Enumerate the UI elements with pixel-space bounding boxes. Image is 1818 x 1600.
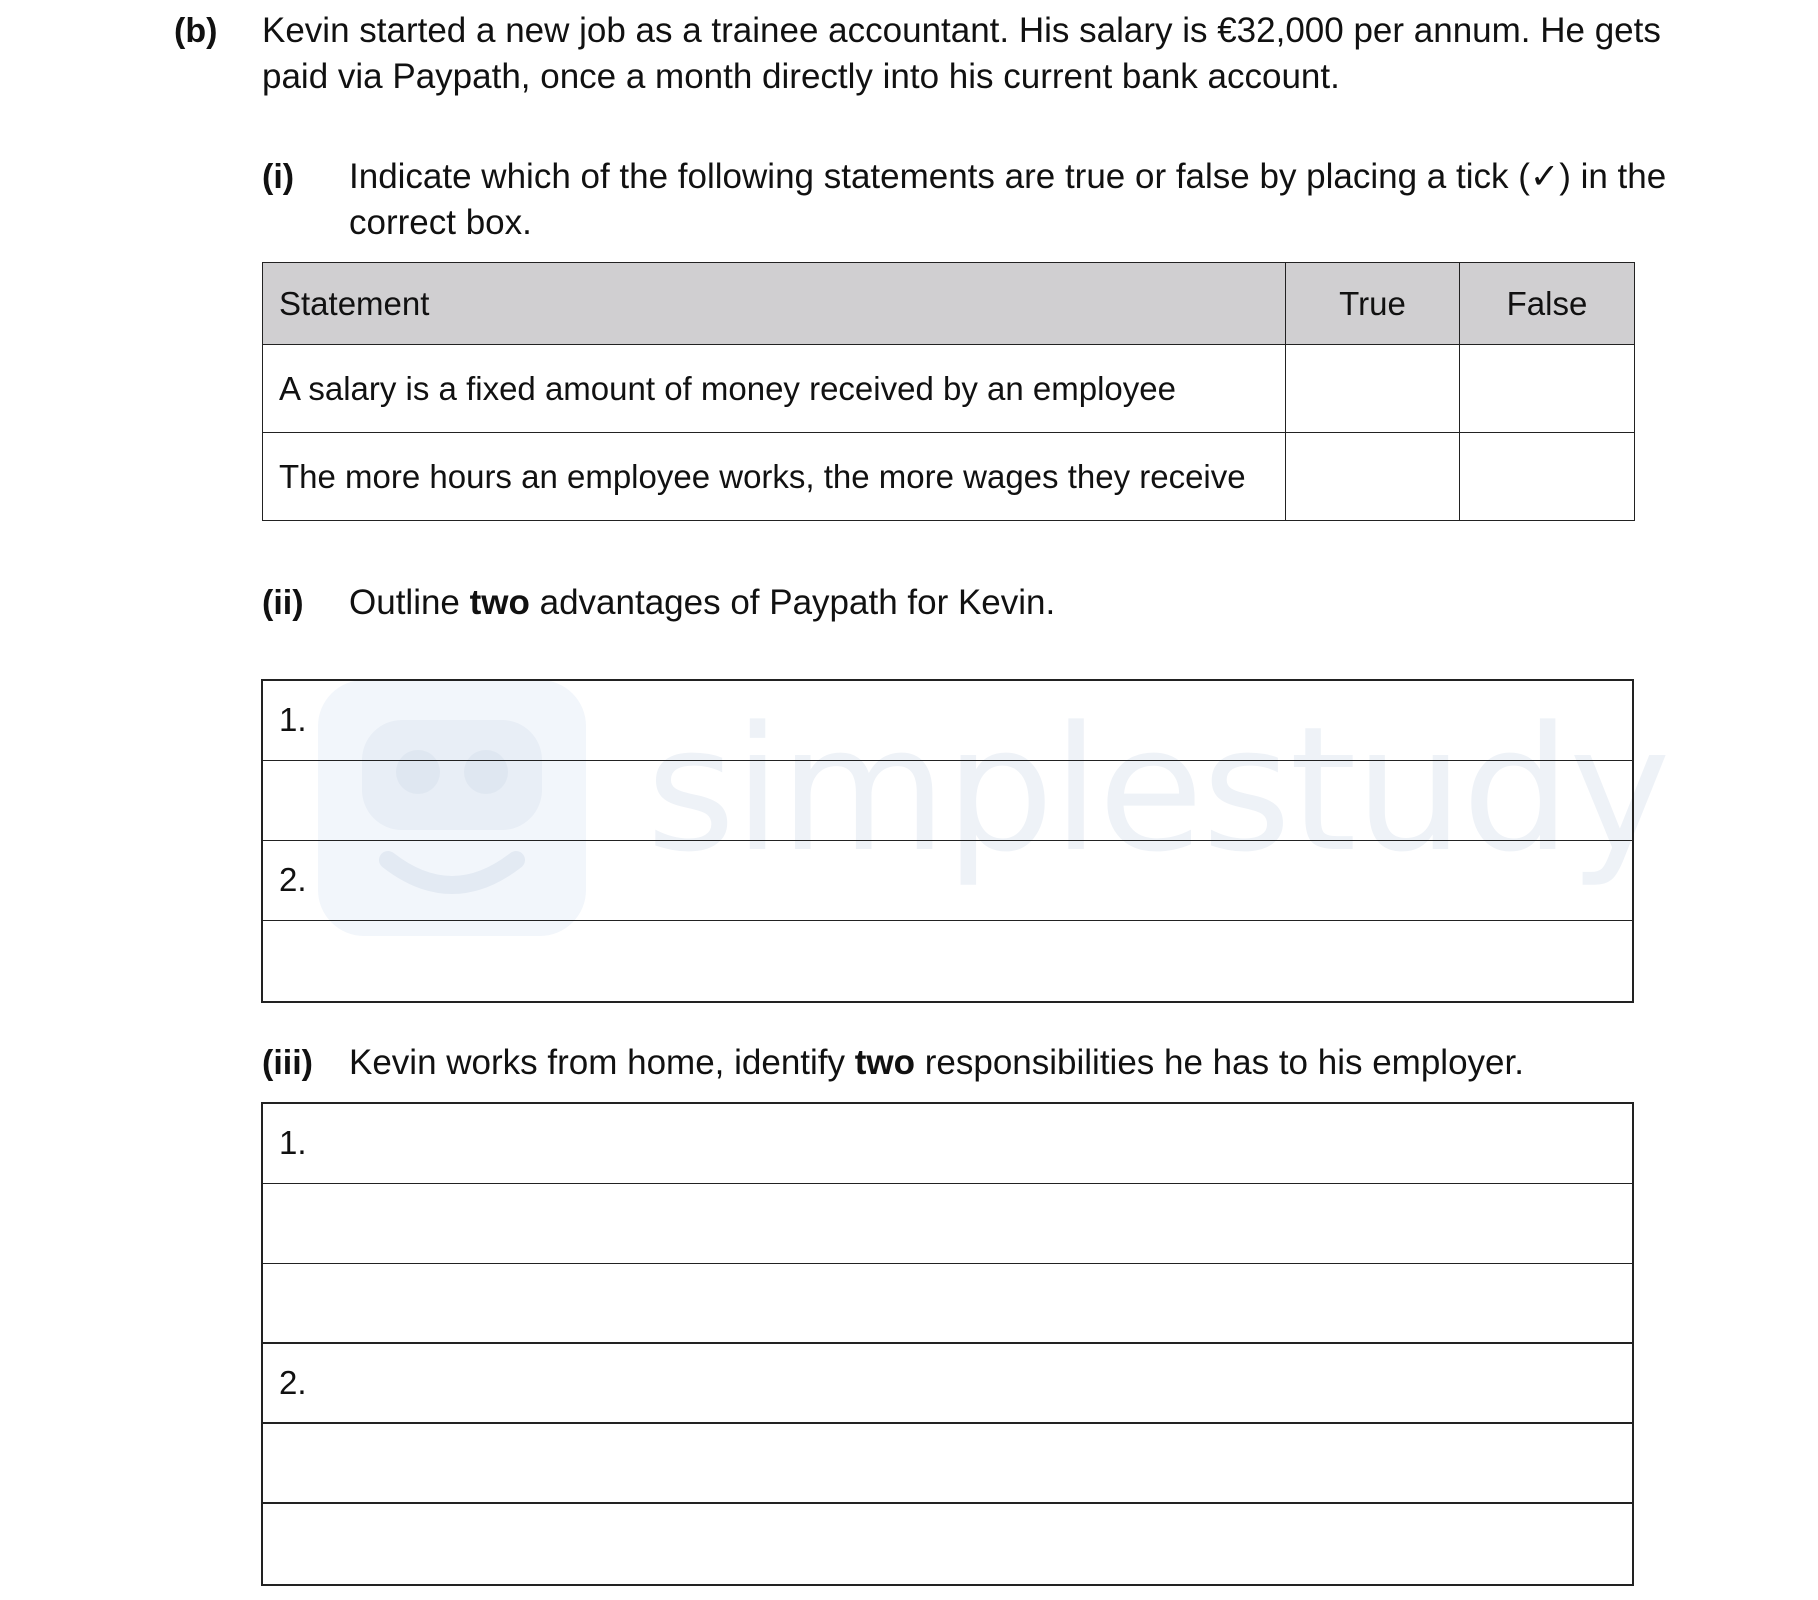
- answer-box-ii: [261, 679, 1634, 1003]
- question-ii-text-post: advantages of Paypath for Kevin.: [529, 583, 1056, 622]
- question-i-label: (i): [262, 158, 295, 196]
- table-row: [263, 345, 1635, 433]
- question-i-line-1: Indicate which of the following statements are true or false by placing a tick (✓) in the: [349, 157, 1667, 196]
- answer-line[interactable]: 1.: [263, 1104, 1632, 1184]
- question-ii-text-pre: Outline: [349, 583, 470, 622]
- header-false: False: [1460, 263, 1635, 345]
- answer-line[interactable]: [263, 1264, 1632, 1344]
- false-box-2[interactable]: [1460, 433, 1635, 521]
- true-box-1[interactable]: [1286, 345, 1460, 433]
- question-i-line-2: correct box.: [349, 203, 532, 242]
- question-ii-text: [349, 580, 1055, 626]
- header-true: True: [1286, 263, 1460, 345]
- statement-2: The more hours an employee works, the more wages they receive: [263, 433, 1286, 521]
- question-iii-text-bold: two: [854, 1043, 916, 1082]
- part-b-label: (b): [174, 12, 218, 50]
- question-ii-text-bold: two: [469, 583, 530, 622]
- header-statement: Statement: [263, 263, 1286, 345]
- answer-line[interactable]: [263, 1504, 1632, 1584]
- answer-box-iii: [261, 1102, 1634, 1586]
- answer-line[interactable]: 2.: [263, 841, 1632, 921]
- answer-line[interactable]: [263, 1184, 1632, 1264]
- answer-line[interactable]: [263, 921, 1632, 1001]
- question-iii-text-post: responsibilities he has to his employer.: [915, 1043, 1524, 1082]
- watermark-text: simplestudy: [646, 689, 1669, 890]
- table-header-row: [263, 263, 1635, 345]
- answer-line[interactable]: 2.: [263, 1344, 1632, 1424]
- answer-line[interactable]: 1.: [263, 681, 1632, 761]
- statement-1: A salary is a fixed amount of money received by an employee: [263, 345, 1286, 433]
- question-iii-text: [349, 1040, 1524, 1086]
- table-row: [263, 433, 1635, 521]
- true-false-table: [262, 262, 1635, 521]
- question-iii-text-pre: Kevin works from home, identify: [349, 1043, 855, 1082]
- question-ii-label: (ii): [262, 584, 304, 622]
- intro-line-1: Kevin started a new job as a trainee accountant. His salary is €32,000 per annum. He gets: [262, 11, 1661, 50]
- intro-line-2: paid via Paypath, once a month directly into his current bank account.: [262, 57, 1340, 96]
- true-box-2[interactable]: [1286, 433, 1460, 521]
- question-iii-label: (iii): [262, 1044, 313, 1082]
- answer-line[interactable]: [263, 1424, 1632, 1504]
- answer-line[interactable]: [263, 761, 1632, 841]
- false-box-1[interactable]: [1460, 345, 1635, 433]
